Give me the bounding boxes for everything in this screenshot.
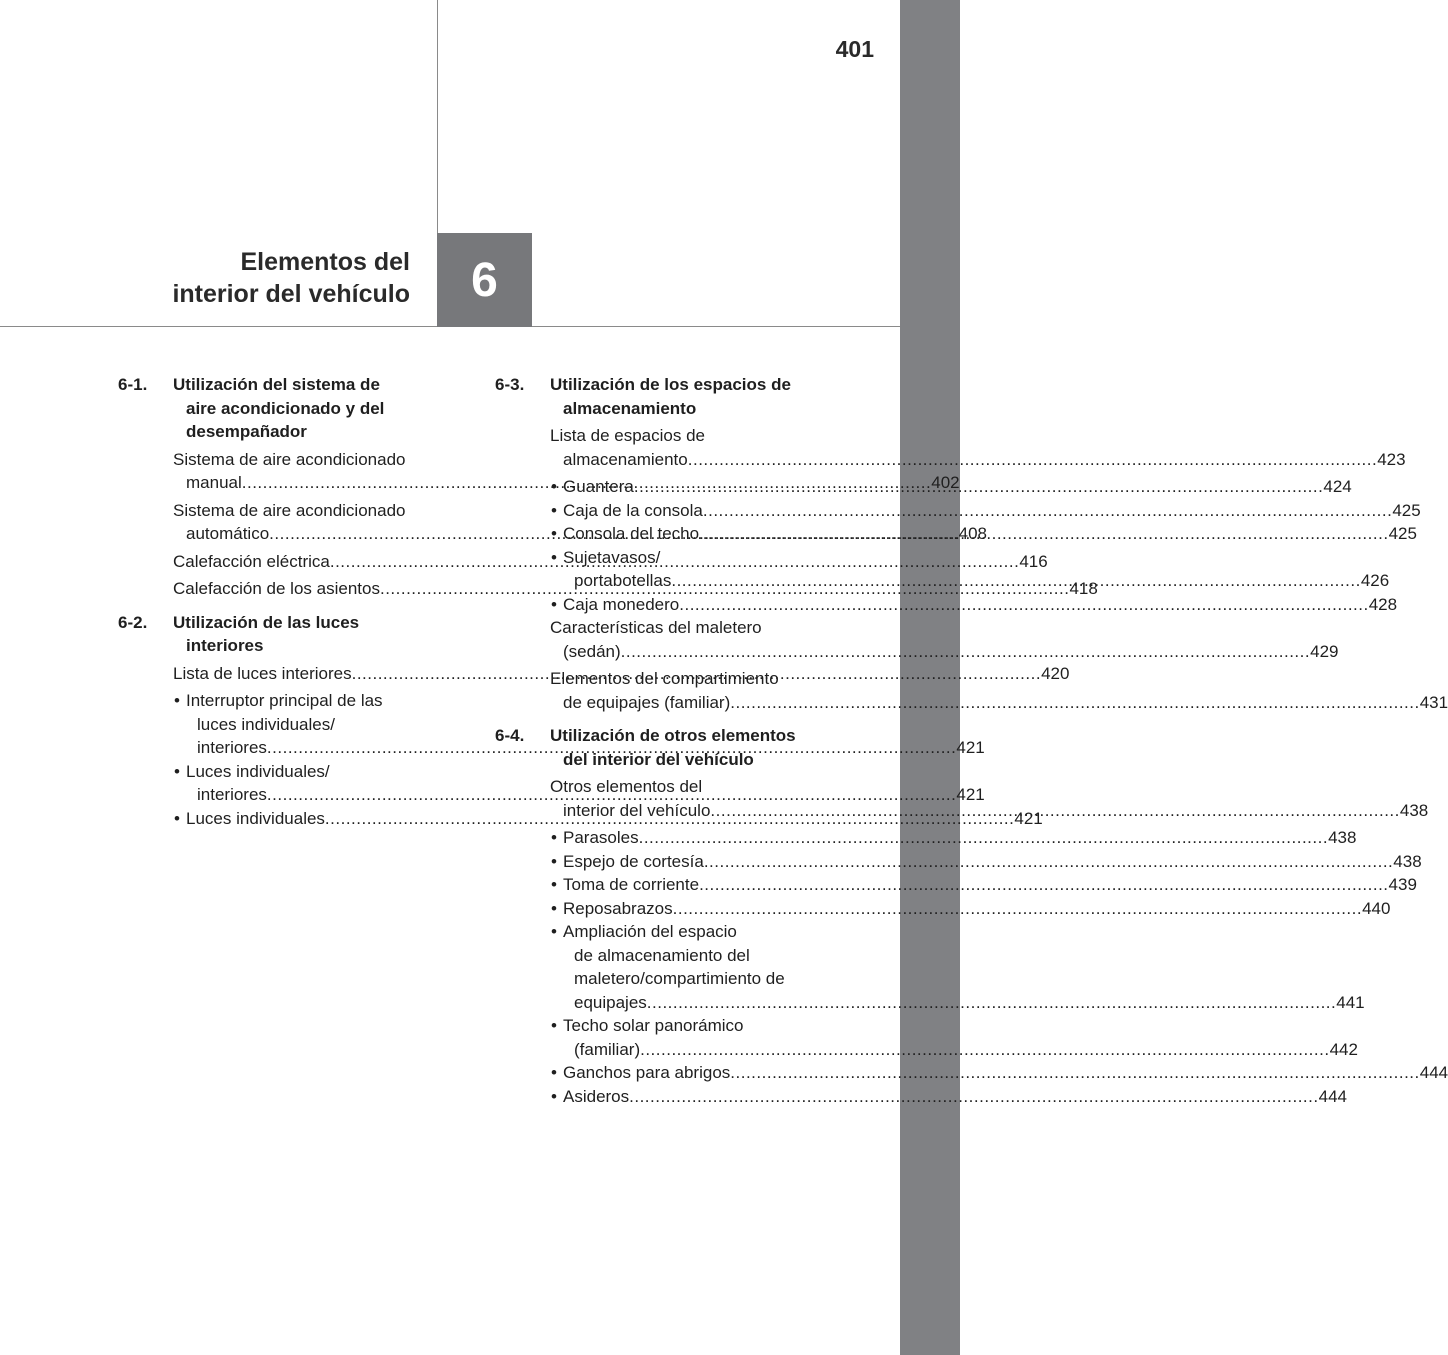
- toc-entry-text: equipajes: [574, 992, 647, 1012]
- toc-sub-entry: [495, 826, 1357, 850]
- toc-sub-entry-body: [563, 873, 1417, 897]
- toc-entry-body: [550, 616, 1338, 663]
- toc-sub-entry-body: [563, 1014, 1358, 1061]
- toc-entry-text: de equipajes (familiar): [563, 692, 731, 712]
- bullet: •: [551, 875, 557, 894]
- toc-entry: [495, 616, 1339, 663]
- toc-entry-text: Lista de espacios de: [550, 426, 705, 445]
- toc-page-number: 438: [1399, 800, 1429, 820]
- toc-page-number: 425: [1392, 500, 1421, 520]
- toc-entry-line: [563, 826, 1357, 850]
- section-title-line: desempañador: [186, 422, 307, 441]
- toc-entry-text: Luces individuales: [186, 808, 325, 828]
- toc-entry-text: Ampliación del espacio: [563, 922, 737, 941]
- dot-leader: [679, 593, 1368, 617]
- toc-section-heading: [495, 724, 840, 771]
- toc-sub-entry-body: [563, 920, 1365, 1014]
- toc-page-number: 421: [1014, 808, 1043, 828]
- toc-entry-text: Calefacción eléctrica: [173, 551, 330, 571]
- section-title-line: almacenamiento: [563, 398, 697, 418]
- section-number: 6-2.: [118, 612, 148, 632]
- section-title-line: Utilización de las luces: [173, 612, 360, 632]
- section-title: [550, 724, 840, 771]
- toc-entry-text: Caja de la consola: [563, 500, 703, 520]
- toc-entry-body: [550, 775, 1428, 822]
- dot-leader: [629, 1085, 1318, 1109]
- toc-page-number: 439: [1388, 875, 1417, 894]
- toc-sub-entry-body: [563, 850, 1422, 874]
- toc-page-number: 429: [1310, 641, 1339, 661]
- chapter-number: 6: [437, 233, 532, 327]
- toc-entry-line: [563, 1038, 1358, 1062]
- bullet: •: [551, 898, 557, 918]
- toc-entry-text: Toma de corriente: [563, 875, 700, 894]
- dot-leader: [634, 475, 1323, 499]
- chapter-title-line: Elementos del: [240, 248, 410, 276]
- toc-page-number: 431: [1419, 692, 1448, 712]
- toc-entry-text: Reposabrazos: [563, 898, 673, 918]
- chapter-title-line: interior del vehículo: [172, 280, 410, 308]
- bullet: •: [174, 761, 180, 781]
- toc-entry-text: Sistema de aire acondicionado: [173, 500, 406, 520]
- toc-entry-text: Consola del techo: [563, 524, 700, 543]
- toc-page-number: 438: [1328, 828, 1357, 847]
- toc-entry-text: Parasoles: [563, 828, 639, 847]
- section-title: [550, 373, 840, 420]
- toc-page-number: 425: [1388, 524, 1417, 543]
- toc-sub-entry-body: [563, 897, 1391, 921]
- toc-entry-line: [563, 499, 1421, 523]
- toc-entry-body: [550, 424, 1406, 471]
- toc-page-number: 444: [1419, 1063, 1448, 1082]
- toc-page-number: 402: [931, 473, 960, 492]
- toc-sub-entry-body: [563, 499, 1421, 523]
- toc-entry-text: Lista de luces interiores: [173, 663, 352, 683]
- toc-entry-text: interior del vehículo: [563, 800, 711, 820]
- toc-entry-line: [550, 691, 1448, 715]
- toc-sub-entry-body: [563, 593, 1398, 617]
- section-title-line: Utilización de los espacios de: [550, 375, 791, 394]
- bullet: •: [551, 524, 557, 543]
- toc-entry-body: [550, 667, 1448, 714]
- toc-page-number: 424: [1323, 477, 1352, 496]
- toc-sub-entry: [495, 873, 1417, 897]
- dot-leader: [640, 1038, 1329, 1062]
- toc-sub-entry: [495, 920, 1365, 1014]
- dot-leader: [699, 522, 1388, 546]
- section-title: [173, 611, 463, 658]
- toc-entry-text: interiores: [197, 785, 267, 804]
- bullet: •: [174, 808, 180, 828]
- toc-sub-entry: [495, 1085, 1347, 1109]
- bullet: •: [551, 828, 557, 847]
- bullet: •: [551, 500, 557, 520]
- toc-sub-entry: [495, 1014, 1358, 1061]
- toc-entry-text: Características del maletero: [550, 618, 762, 637]
- toc-page-number: 441: [1336, 992, 1365, 1012]
- toc-section-heading: [118, 373, 463, 444]
- toc-page-number: 423: [1377, 449, 1406, 469]
- toc-entry-line: [563, 873, 1417, 897]
- toc-entry-line: [550, 448, 1406, 472]
- toc-page-number: 418: [1069, 579, 1098, 598]
- section-title-line: aire acondicionado y del: [186, 398, 385, 418]
- toc-page-number: 420: [1041, 663, 1070, 683]
- dot-leader: [704, 850, 1393, 874]
- toc-page-number: 442: [1329, 1039, 1358, 1059]
- header-divider-vertical: [437, 0, 438, 233]
- toc-entry-line: [550, 799, 1428, 823]
- section-title: [173, 373, 463, 444]
- toc-entry-text: Luces individuales/: [186, 761, 330, 781]
- toc-entry-line: [563, 850, 1422, 874]
- dot-leader: [671, 569, 1360, 593]
- toc-entry-text: Ganchos para abrigos: [563, 1063, 731, 1082]
- toc-entry-line: [563, 1085, 1347, 1109]
- toc-entry-text: Calefacción de los asientos: [173, 579, 380, 598]
- bullet: •: [551, 477, 557, 496]
- toc-entry-text: (familiar): [574, 1039, 641, 1059]
- section-title-line: Utilización de otros elementos: [550, 726, 796, 745]
- section-number: 6-1.: [118, 375, 148, 394]
- toc-page-number: 421: [956, 738, 985, 757]
- toc-sub-entry: [495, 897, 1391, 921]
- bullet: •: [551, 1063, 557, 1082]
- toc-entry-text: Elementos del compartimiento: [550, 669, 779, 688]
- section-title-line: interiores: [186, 636, 264, 655]
- dot-leader: [703, 499, 1392, 523]
- toc-entry-text: maletero/compartimiento de: [574, 969, 785, 988]
- dot-leader: [730, 1061, 1419, 1085]
- toc-page-number: 428: [1368, 594, 1398, 614]
- toc-sub-entry-body: [563, 826, 1357, 850]
- toc-entry-text: Sujetavasos/: [563, 547, 661, 567]
- toc-entry-text: automático: [186, 524, 270, 543]
- toc-entry-text: Otros elementos del: [550, 777, 703, 796]
- toc-entry: [495, 424, 1406, 471]
- toc-page-number: 440: [1362, 898, 1391, 918]
- toc-page-number: 426: [1360, 571, 1390, 590]
- toc-entry-text: (sedán): [563, 641, 621, 661]
- bullet: •: [551, 594, 557, 614]
- toc-entry-text: luces individuales/: [197, 714, 335, 734]
- toc-page-number: 438: [1393, 851, 1422, 871]
- toc-entry-line: [550, 640, 1338, 664]
- toc-entry-text: portabotellas: [574, 571, 672, 590]
- bullet: •: [551, 547, 557, 567]
- toc-entry-text: almacenamiento: [563, 449, 688, 469]
- section-number: 6-4.: [495, 726, 525, 745]
- toc-section-heading: [118, 611, 463, 658]
- section-title-line: Utilización del sistema de: [173, 375, 380, 394]
- toc-sub-entry: [495, 1061, 1448, 1085]
- dot-leader: [621, 640, 1310, 664]
- bullet: •: [551, 1086, 557, 1106]
- toc-entry-line: [563, 991, 1365, 1015]
- bullet: •: [551, 1016, 557, 1035]
- dot-leader: [673, 897, 1362, 921]
- section-number: 6-3.: [495, 375, 525, 394]
- section-title-line: del interior del vehículo: [563, 749, 754, 769]
- toc-entry-text: Guantera: [563, 477, 634, 496]
- toc-entry-line: [563, 1061, 1448, 1085]
- bullet: •: [174, 691, 180, 710]
- dot-leader: [710, 799, 1399, 823]
- dot-leader: [688, 448, 1377, 472]
- toc-sub-entry-body: [563, 1085, 1347, 1109]
- page-number: 401: [835, 36, 874, 62]
- toc-page-number: 408: [958, 524, 988, 543]
- toc-sub-entry: [495, 499, 1421, 523]
- toc-page-number: 421: [956, 785, 985, 804]
- toc-entry-line: [563, 593, 1398, 617]
- toc-entry-text: Asideros: [563, 1086, 630, 1106]
- toc-entry-text: interiores: [197, 738, 267, 757]
- toc-entry-text: Sistema de aire acondicionado: [173, 449, 406, 469]
- dot-leader: [730, 691, 1419, 715]
- toc-entry-text: Interruptor principal de las: [186, 691, 383, 710]
- chapter-title: [172, 246, 410, 310]
- dot-leader: [647, 991, 1336, 1015]
- bullet: •: [551, 922, 557, 941]
- toc-entry-text: Caja monedero: [563, 594, 680, 614]
- toc-page-number: 444: [1318, 1086, 1347, 1106]
- toc-entry-text: manual: [186, 473, 242, 492]
- toc-entry-text: de almacenamiento del: [574, 945, 750, 965]
- toc-entry-text: Techo solar panorámico: [563, 1016, 744, 1035]
- toc-section-heading: [495, 373, 840, 420]
- bullet: •: [551, 851, 557, 871]
- toc-sub-entry: [495, 850, 1422, 874]
- toc-entry-line: [563, 897, 1391, 921]
- toc-entry-text: Espejo de cortesía: [563, 851, 704, 871]
- dot-leader: [699, 873, 1388, 897]
- dot-leader: [639, 826, 1328, 850]
- toc-page-number: 416: [1019, 551, 1048, 571]
- toc-sub-entry: [495, 593, 1398, 617]
- toc-sub-entry-body: [563, 1061, 1448, 1085]
